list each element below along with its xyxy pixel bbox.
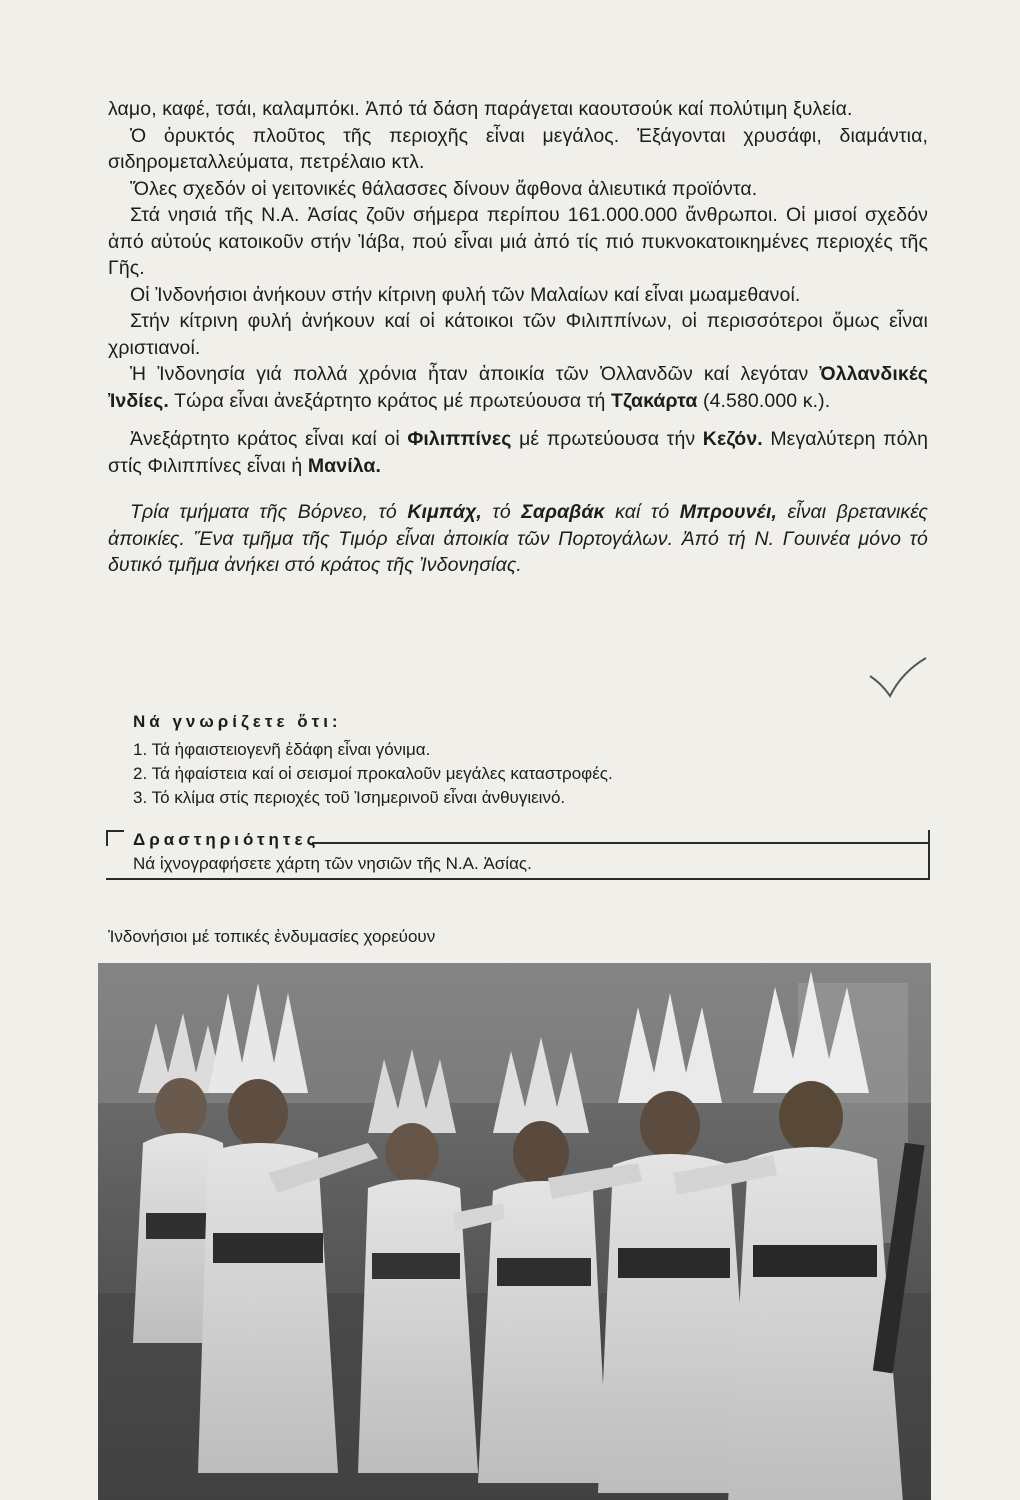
paragraph-minerals: Ὁ ὀρυκτός πλοῦτος τῆς περιοχῆς εἶναι μεγάλος. Ἐξάγονται χρυσάφι, διαμάντια, σιδηρομεταλλεύματα, πετρέλαιο κτλ. <box>108 124 928 173</box>
bold-term: Τζακάρτα <box>610 389 698 412</box>
bold-term: Μανίλα. <box>307 454 382 477</box>
activity-divider <box>312 842 930 844</box>
know-item-1: 1. Τά ἡφαιστειογενῆ ἐδάφη εἶναι γόνιμα. <box>133 740 431 759</box>
text-run: Ἡ Ἰνδονησία γιά πολλά χρόνια ἦταν ἀποικία τῶν Ὀλλανδῶν καί λεγόταν <box>130 363 820 385</box>
bold-term: Ὀλλανδικές Ἰνδίες. <box>108 363 928 412</box>
paragraph-fishing: Ὅλες σχεδόν οἱ γειτονικές θάλασσες δίνουν ἄφθονα ἁλιευτικά προϊόντα. <box>130 177 758 200</box>
paragraph-philippines-people: Στήν κίτρινη φυλή ἀνήκουν καί οἱ κάτοικοι τῶν Φιλιππίνων, οἱ περισσότεροι ὅμως εἶναι χριστιανοί. <box>108 310 928 359</box>
activity-text: Νά ἰχνογραφήσετε χάρτη τῶν νησιῶν τῆς Ν.Α. Ἀσίας. <box>133 854 532 873</box>
pencil-checkmark-icon <box>868 654 928 700</box>
text-run: Μεγαλύτερη πόλη στίς Φιλιππίνες εἶναι ἡ <box>108 428 929 477</box>
know-item-2: 2. Τά ἡφαίστεια καί οἱ σεισμοί προκαλοῦν μεγάλες καταστροφές. <box>133 764 613 783</box>
dancers-photo <box>98 963 931 1500</box>
paragraph-philippines-state <box>108 426 928 479</box>
paragraph-indonesia-history <box>108 361 928 414</box>
body-text <box>108 96 928 579</box>
text-run: τό <box>481 501 522 523</box>
paragraph-indonesians: Οἱ Ἰνδονήσιοι ἀνήκουν στήν κίτρινη φυλή τῶν Μαλαίων καί εἶναι μωαμεθανοί. <box>130 283 801 306</box>
bold-term: Κεζόν. <box>702 428 763 450</box>
know-title: Νά γνωρίζετε ὅτι: <box>133 712 342 731</box>
paragraph-population: Στά νησιά τῆς Ν.Α. Ἀσίας ζοῦν σήμερα περίπου 161.000.000 ἄνθρωποι. Οἱ μισοί σχεδόν ἀπό αὐτούς κατοικοῦν στήν Ἰάβα, πού εἶναι μιά ἀπό τίς πιό πυκνοκατοικημένες περιοχές τῆς Γῆς. <box>108 204 928 279</box>
paragraph-crops: λαμο, καφέ, τσάι, καλαμπόκι. Ἀπό τά δάση παράγεται καουτσούκ καί πολύτιμη ξυλεία. <box>108 98 853 120</box>
know-list <box>133 738 933 810</box>
text-run: (4.580.000 κ.). <box>697 389 831 412</box>
text-run: Ἀνεξάρτητο κράτος εἶναι καί οἱ <box>130 428 408 450</box>
paragraph-colonies <box>108 499 928 579</box>
know-item-3: 3. Τό κλίμα στίς περιοχές τοῦ Ἰσημερινοῦ εἶναι ἀνθυγιεινό. <box>133 788 566 807</box>
text-run: Τρία τμήματα τῆς Βόρνεο, τό <box>130 501 408 523</box>
dancers-photo-illustration <box>98 963 931 1500</box>
photo-caption: Ἰνδονήσιοι μέ τοπικές ἐνδυμασίες χορεύουν <box>108 927 436 946</box>
bold-term: Σαραβάκ <box>521 501 605 523</box>
know-box <box>133 710 933 810</box>
bold-term: Φιλιππίνες <box>407 428 512 450</box>
bold-term: Κιμπάχ, <box>407 501 482 523</box>
text-run: μέ πρωτεύουσα τήν <box>511 428 703 450</box>
bold-term: Μπρουνέι, <box>679 501 778 523</box>
text-run: εἶναι βρετανικές ἀποικίες. Ἕνα τμῆμα τῆς Τιμόρ εἶναι ἀποικία τῶν Πορτογάλων. Ἀπό τή Ν. Γουινέα μόνο τό δυτικό τμῆμα ἀνήκει στό κράτος τῆς Ἰνδονησίας. <box>108 501 928 576</box>
activity-title: Δραστηριότητες <box>133 830 320 849</box>
text-run: καί τό <box>604 501 680 523</box>
text-run: Τώρα εἶναι ἀνεξάρτητο κράτος μέ πρωτεύουσα τή <box>168 389 611 412</box>
